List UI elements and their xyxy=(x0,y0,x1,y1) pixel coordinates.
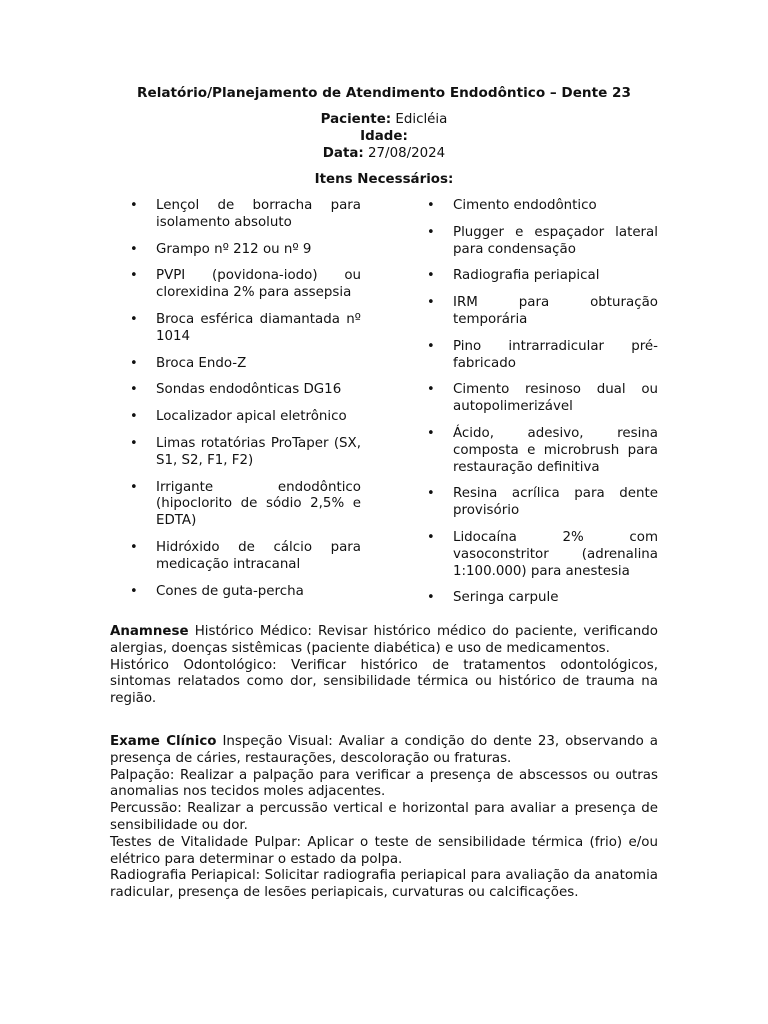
exam-paragraph-visual xyxy=(110,734,658,768)
list-item-text: • Pino intrarradicular pré-fabricado xyxy=(453,338,658,371)
exam-paragraph-percussion: Percussão: Realizar a percussão vertical e horizontal para avaliar a presença de sensibilidade ou dor. xyxy=(110,801,658,833)
list-item-text: • Resina acrílica para dente provisório xyxy=(453,486,658,519)
list-item xyxy=(110,356,360,373)
list-item xyxy=(407,530,657,580)
list-item-text: • Grampo nº 212 ou nº 9 xyxy=(156,241,312,257)
list-item xyxy=(110,382,360,399)
list-item xyxy=(110,268,360,302)
list-item xyxy=(110,436,360,470)
age-label: Idade: xyxy=(360,129,408,144)
date-row xyxy=(0,145,768,162)
list-item-text: • Broca Endo-Z xyxy=(156,355,247,371)
age-row xyxy=(0,128,768,145)
list-item-text: • Plugger e espaçador lateral para condensação xyxy=(453,224,658,257)
list-item xyxy=(407,426,657,476)
exam-paragraph-palpation: Palpação: Realizar a palpação para verificar a presença de abscessos ou outras anomalias nos tecidos moles adjacentes. xyxy=(110,767,658,800)
anamnese-section xyxy=(110,624,658,708)
exam-section xyxy=(110,734,658,902)
list-item-text: • Cimento endodôntico xyxy=(453,198,597,213)
list-item-text: • Lençol de borracha para isolamento absoluto xyxy=(156,198,361,230)
list-item-text: • Seringa carpule xyxy=(453,590,559,606)
list-item-text: • Cimento resinoso dual ou autopolimerizável xyxy=(453,382,658,415)
list-item-text: • Ácido, adesivo, resina composta e microbrush para restauração definitiva xyxy=(453,425,658,475)
list-item xyxy=(407,198,657,215)
list-item-text: • Limas rotatórias ProTaper (SX, S1, S2, F1, F2) xyxy=(156,435,361,468)
patient-info xyxy=(0,111,768,162)
page-title: Relatório/Planejamento de Atendimento Endodôntico – Dente 23 xyxy=(137,85,631,101)
list-item xyxy=(407,339,657,373)
list-item xyxy=(407,382,657,416)
anamnese-medical-text: Histórico Médico: Revisar histórico médico do paciente, verificando alergias, doenças sistêmicas (paciente diabética) e uso de medicamentos. xyxy=(110,624,658,656)
list-item-text: • PVPI (povidona-iodo) ou clorexidina 2% para assepsia xyxy=(156,268,361,301)
patient-name-row xyxy=(0,111,768,128)
list-item-text: • Cones de guta-percha xyxy=(156,583,304,599)
list-item xyxy=(110,198,360,232)
items-list-left xyxy=(110,198,360,610)
list-item xyxy=(407,295,657,329)
list-item xyxy=(407,225,657,259)
patient-label: Paciente: xyxy=(320,112,392,127)
list-item xyxy=(110,584,360,601)
list-item-text: • Localizador apical eletrônico xyxy=(156,409,347,425)
list-item-text: • Broca esférica diamantada nº 1014 xyxy=(156,311,361,344)
list-item xyxy=(110,242,360,259)
list-item-text: • Radiografia periapical xyxy=(453,268,600,284)
exam-visual-text: Inspeção Visual: Avaliar a condição do dente 23, observando a presença de cáries, restaurações, descoloração ou fraturas. xyxy=(110,734,658,766)
list-item-text: • Irrigante endodôntico (hipoclorito de sódio 2,5% e EDTA) xyxy=(156,479,361,529)
list-item xyxy=(407,486,657,520)
items-list-right xyxy=(407,198,657,617)
list-item-text: • IRM para obturação temporária xyxy=(453,295,658,327)
anamnese-heading: Anamnese xyxy=(110,624,189,639)
list-item xyxy=(110,480,360,530)
exam-heading: Exame Clínico xyxy=(110,734,217,749)
patient-name: Edicléia xyxy=(395,112,448,127)
items-heading: Itens Necessários: xyxy=(314,172,454,187)
list-item xyxy=(110,312,360,346)
list-item xyxy=(407,590,657,607)
anamnese-paragraph-dental: Histórico Odontológico: Verificar histórico de tratamentos odontológicos, sintomas relatados como dor, sensibilidade térmica ou histórico de trauma na região. xyxy=(110,657,658,707)
list-item xyxy=(407,268,657,285)
date-value: 27/08/2024 xyxy=(368,146,446,161)
date-label: Data: xyxy=(322,146,364,161)
anamnese-paragraph-medical xyxy=(110,624,658,658)
list-item xyxy=(110,540,360,574)
exam-paragraph-radiography: Radiografia Periapical: Solicitar radiografia periapical para avaliação da anatomia radicular, presença de lesões periapicais, curvaturas ou calcificações. xyxy=(110,868,658,901)
list-item xyxy=(110,409,360,426)
exam-paragraph-vitality: Testes de Vitalidade Pulpar: Aplicar o teste de sensibilidade térmica (frio) e/ou elétrico para determinar o estado da polpa. xyxy=(110,834,658,867)
list-item-text: • Sondas endodônticas DG16 xyxy=(156,382,342,398)
list-item-text: • Hidróxido de cálcio para medicação intracanal xyxy=(156,539,361,572)
list-item-text: • Lidocaína 2% com vasoconstritor (adrenalina 1:100.000) para anestesia xyxy=(453,529,658,579)
